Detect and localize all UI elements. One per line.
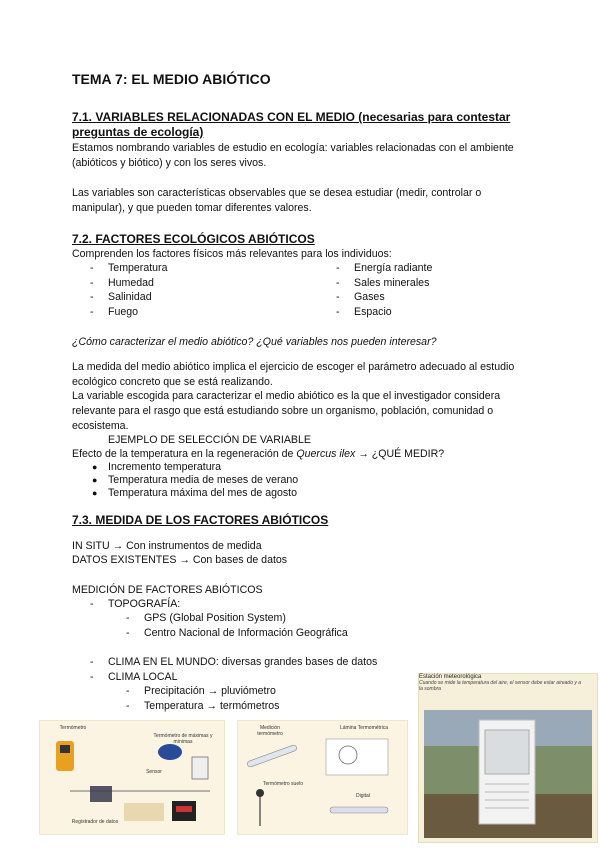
- factor-list-left: [90, 261, 168, 319]
- instruments-figure: [39, 720, 225, 835]
- list-item: ● Incremento temperatura: [92, 461, 222, 473]
- paragraph: La medida del medio abiótico implica el ejercicio de escoger el parámetro adecuado al estudio ecológico concreto que se está realizando.: [72, 361, 515, 388]
- figure-label: Digital: [356, 793, 370, 799]
- example-bullets: [92, 461, 299, 500]
- weather-station-figure: [418, 673, 598, 843]
- list-item: - Gases: [336, 291, 385, 304]
- paragraph: Las variables son características observables que se desea estudiar (medir, controlar o manipular), y que pueden tomar diferentes valores.: [72, 187, 482, 214]
- figure-label: Termómetro de máximas y mínimas: [153, 733, 213, 745]
- list-item: - Temperatura: [90, 262, 168, 274]
- section-heading-7-2: 7.2. FACTORES ECOLÓGICOS ABIÓTICOS: [72, 232, 315, 246]
- figure-label: Medición termómetro: [257, 725, 283, 737]
- page-title: TEMA 7: EL MEDIO ABIÓTICO: [72, 71, 271, 87]
- list-item: - Centro Nacional de Información Geográfica: [126, 626, 348, 639]
- list-item: - CLIMA EN EL MUNDO: diversas grandes bases de datos: [90, 656, 378, 668]
- figure-caption: Cuando se mide la temperatura del aire, el sensor debe estar aireado y a la sombra: [419, 680, 582, 692]
- list-item: - Precipitación → pluviómetro: [126, 685, 276, 697]
- paragraph: La variable escogida para caracterizar el medio abiótico es la que el investigador considera relevante para el rasgo que está estudiando sobre un organismo, población, comunidad o ecosistema.: [72, 390, 501, 432]
- clima-list: [126, 684, 280, 713]
- list-item: ● Temperatura media de meses de verano: [92, 474, 299, 486]
- paragraph: IN SITU → Con instrumentos de medida: [72, 540, 262, 552]
- figure-label: Termómetro suelo: [262, 781, 303, 787]
- example-title: EJEMPLO DE SELECCIÓN DE VARIABLE: [108, 434, 311, 446]
- paragraph: Comprenden los factores físicos más relevantes para los individuos:: [72, 248, 392, 260]
- list-item: - Fuego: [90, 305, 139, 318]
- list-item: ● Temperatura máxima del mes de agosto: [92, 487, 298, 499]
- thermometers-drawing: [238, 721, 407, 834]
- list-item: - TOPOGRAFÍA:: [90, 598, 181, 610]
- figure-title: Estación meteorológica: [419, 674, 482, 680]
- topo-list: [126, 611, 348, 640]
- paragraph: Estamos nombrando variables de estudio en ecología: variables relacionadas con el ambiente (abióticos y biótico) y con los seres vivos.: [72, 142, 514, 169]
- figure-label: Lámina Termométrica: [340, 725, 388, 731]
- instruments-drawing: [40, 721, 224, 834]
- figure-label: Sensor: [146, 769, 162, 775]
- list-item: - GPS (Global Position System): [126, 612, 286, 624]
- paragraph: MEDICIÓN DE FACTORES ABIÓTICOS: [72, 584, 263, 596]
- section-heading-7-1: 7.1. VARIABLES RELACIONADAS CON EL MEDIO (necesarias para contestar preguntas de ecología): [72, 110, 511, 139]
- weather-station-photo: [419, 674, 597, 842]
- question: ¿Cómo caracterizar el medio abiótico? ¿Qué variables nos pueden interesar?: [72, 336, 437, 348]
- paragraph: DATOS EXISTENTES → Con bases de datos: [72, 554, 288, 566]
- section-heading-7-3: 7.3. MEDIDA DE LOS FACTORES ABIÓTICOS: [72, 513, 329, 527]
- list-item: - Salinidad: [90, 291, 152, 304]
- factor-list-right: [336, 261, 433, 319]
- list-item: - Humedad: [90, 276, 154, 289]
- example-line: Efecto de la temperatura en la regeneración de Quercus ilex → ¿QUÉ MEDIR?: [72, 448, 445, 460]
- list-item: - Energía radiante: [336, 262, 433, 274]
- thermometers-figure: [237, 720, 408, 835]
- list-item: - Espacio: [336, 305, 392, 318]
- list-item: - Sales minerales: [336, 276, 430, 289]
- list-item: - Temperatura → termómetros: [126, 699, 280, 712]
- figure-label: Termómetro: [59, 725, 87, 731]
- list-item: - CLIMA LOCAL: [90, 671, 178, 683]
- figure-label: Registrador de datos: [71, 819, 119, 825]
